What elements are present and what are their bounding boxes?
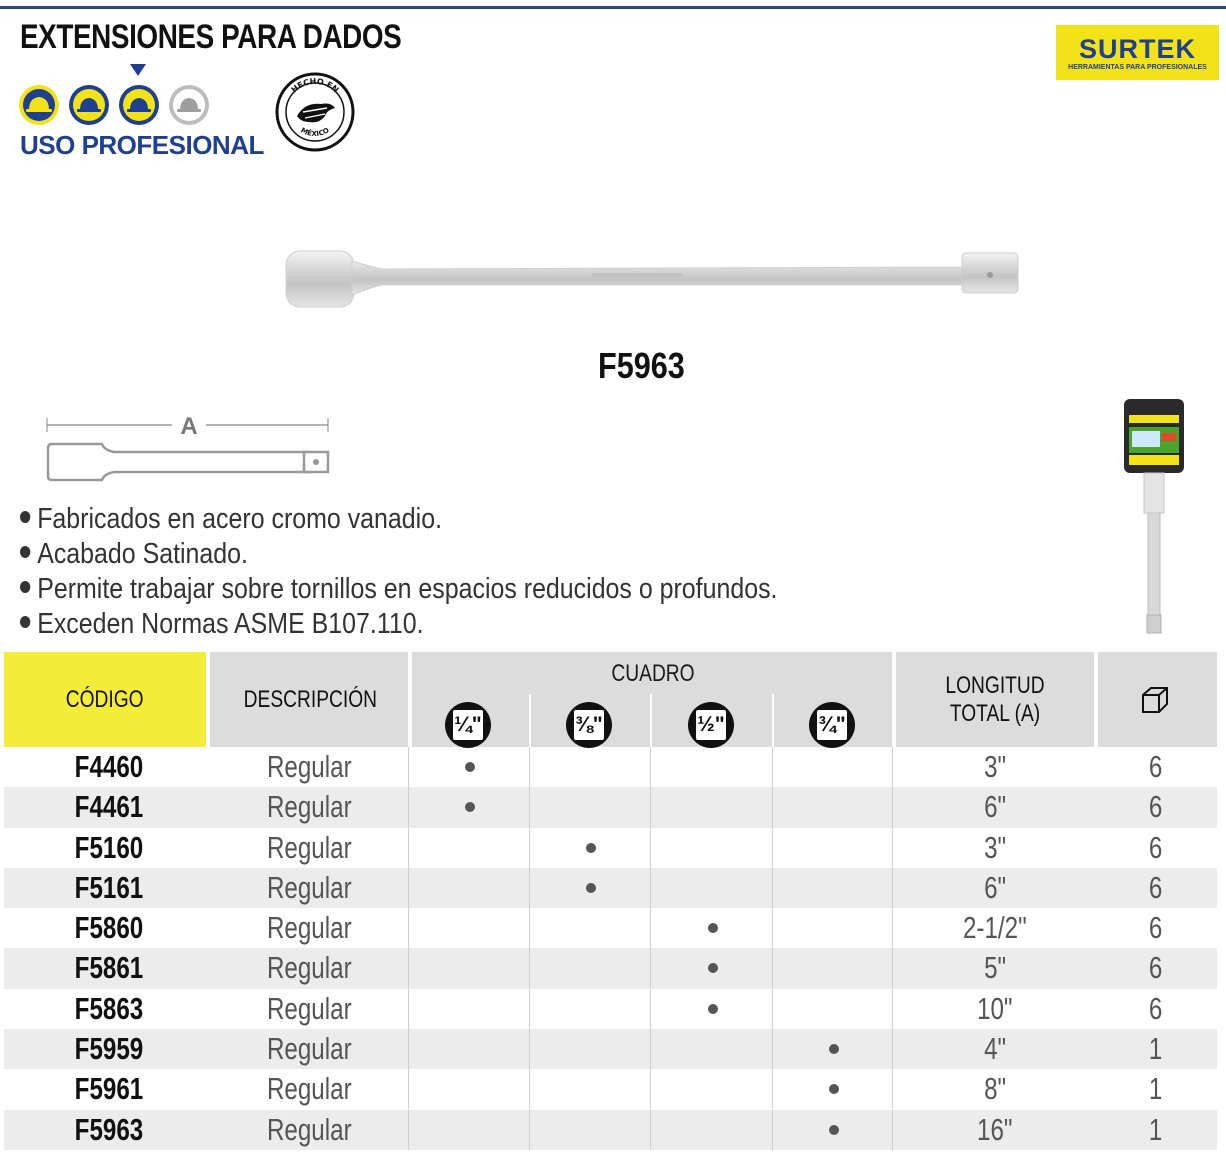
table-header [4, 652, 1217, 747]
box-icon [1140, 685, 1170, 715]
table-row [4, 989, 1217, 1029]
cell-code: F5863 [74, 990, 144, 1026]
square-size-dot [829, 1125, 839, 1135]
cell-quantity: 1 [1149, 1071, 1163, 1107]
hardhat-yellow-selected-icon [118, 84, 160, 126]
cell-quantity: 6 [1149, 749, 1163, 784]
seal-bottom-text: MÉXICO [299, 126, 331, 139]
table-row [4, 908, 1217, 948]
square-size-dot [465, 802, 475, 812]
table-row [4, 1110, 1217, 1150]
page-title: EXTENSIONES PARA DADOS [20, 18, 402, 56]
cell-length: 6" [983, 789, 1007, 825]
table-row [4, 1029, 1217, 1069]
cell-quantity: 1 [1149, 1031, 1163, 1067]
bullet-icon [20, 616, 30, 628]
feature-item [20, 572, 777, 607]
usage-selected-arrow-icon [130, 64, 146, 76]
table-row [4, 1069, 1217, 1109]
table-row [4, 868, 1217, 908]
spec-table [4, 652, 1217, 1150]
hardhat-blue-icon [18, 84, 60, 126]
cell-description: Regular [266, 1111, 352, 1147]
square-size-dot [829, 1084, 839, 1094]
cell-quantity: 6 [1149, 829, 1163, 865]
hardhat-yellow-icon [68, 84, 110, 126]
feature-item [20, 607, 777, 642]
cell-length: 4" [983, 1031, 1007, 1067]
cell-description: Regular [266, 829, 352, 865]
table-body [4, 747, 1217, 1150]
features-list [20, 502, 901, 642]
cell-code: F5961 [74, 1071, 144, 1107]
cell-quantity: 6 [1149, 789, 1163, 825]
square-size-dot [829, 1044, 839, 1054]
feature-item [20, 502, 777, 537]
bullet-icon [20, 546, 30, 558]
header-description: DESCRIPCIÓN [243, 685, 377, 713]
feature-text: Acabado Satinado. [37, 538, 248, 570]
table-row [4, 747, 1217, 787]
cell-code: F4460 [74, 749, 144, 784]
square-size-three-quarters-badge: ¾" [809, 702, 855, 748]
cell-length: 16" [977, 1111, 1013, 1147]
cell-code: F5861 [74, 950, 144, 986]
cell-description: Regular [266, 1071, 352, 1107]
dimension-label: A [180, 413, 198, 440]
product-code: F5963 [598, 345, 685, 386]
usage-level-icons [18, 84, 218, 126]
cell-length: 3" [983, 749, 1007, 784]
hecho-en-mexico-seal [275, 72, 355, 152]
header-code: CÓDIGO [4, 652, 206, 747]
cell-description: Regular [266, 1031, 352, 1067]
feature-text: Exceden Normas ASME B107.110. [37, 608, 424, 640]
cell-quantity: 6 [1149, 990, 1163, 1026]
product-package-photo [1118, 395, 1188, 640]
cell-length: 5" [983, 950, 1007, 986]
square-size-half-badge: ½" [688, 702, 734, 748]
cell-code: F5160 [74, 829, 144, 865]
brand-logo [1056, 25, 1219, 80]
cell-quantity: 1 [1149, 1111, 1163, 1147]
square-size-dot [708, 963, 718, 973]
header-length: LONGITUD TOTAL (A) [945, 671, 1045, 727]
hardhat-gray-icon [168, 84, 210, 126]
feature-item [20, 537, 777, 572]
top-rule [0, 6, 1226, 9]
cell-length: 3" [983, 829, 1007, 865]
square-size-dot [708, 923, 718, 933]
cell-description: Regular [266, 950, 352, 986]
cell-description: Regular [266, 749, 352, 784]
cell-description: Regular [266, 910, 352, 946]
cell-code: F5161 [74, 869, 144, 905]
cell-code: F5963 [74, 1111, 144, 1147]
feature-text: Permite trabajar sobre tornillos en espacios reducidos o profundos. [37, 573, 778, 605]
header-square: CUADRO [611, 660, 695, 687]
brand-name: SURTEK [1078, 34, 1196, 64]
seal-top-text: HECHO EN [289, 76, 341, 95]
cell-code: F4461 [74, 789, 144, 825]
square-size-quarter-badge: ¼" [445, 702, 491, 748]
cell-description: Regular [266, 990, 352, 1026]
cell-length: 8" [983, 1071, 1007, 1107]
square-size-dot [465, 762, 475, 772]
usage-label: USO PROFESIONAL [20, 130, 264, 160]
brand-tagline: HERRAMIENTAS PARA PROFESIONALES [1068, 64, 1207, 71]
bullet-icon [20, 511, 30, 523]
table-row [4, 948, 1217, 988]
square-size-dot [586, 843, 596, 853]
cell-description: Regular [266, 789, 352, 825]
product-extension-photo [282, 245, 1022, 315]
cell-code: F5959 [74, 1031, 144, 1067]
square-size-dot [586, 883, 596, 893]
cell-length: 10" [977, 990, 1013, 1026]
bullet-icon [20, 581, 30, 593]
cell-description: Regular [266, 869, 352, 905]
square-size-three-eighths-badge: ⅜" [566, 702, 612, 748]
table-row [4, 787, 1217, 827]
square-size-dot [708, 1004, 718, 1014]
table-row [4, 828, 1217, 868]
feature-text: Fabricados en acero cromo vanadio. [37, 503, 443, 535]
cell-quantity: 6 [1149, 910, 1163, 946]
cell-quantity: 6 [1149, 950, 1163, 986]
cell-length: 2-1/2" [963, 910, 1027, 946]
cell-quantity: 6 [1149, 869, 1163, 905]
dimension-diagram [44, 410, 334, 485]
cell-code: F5860 [74, 910, 144, 946]
cell-length: 6" [983, 869, 1007, 905]
